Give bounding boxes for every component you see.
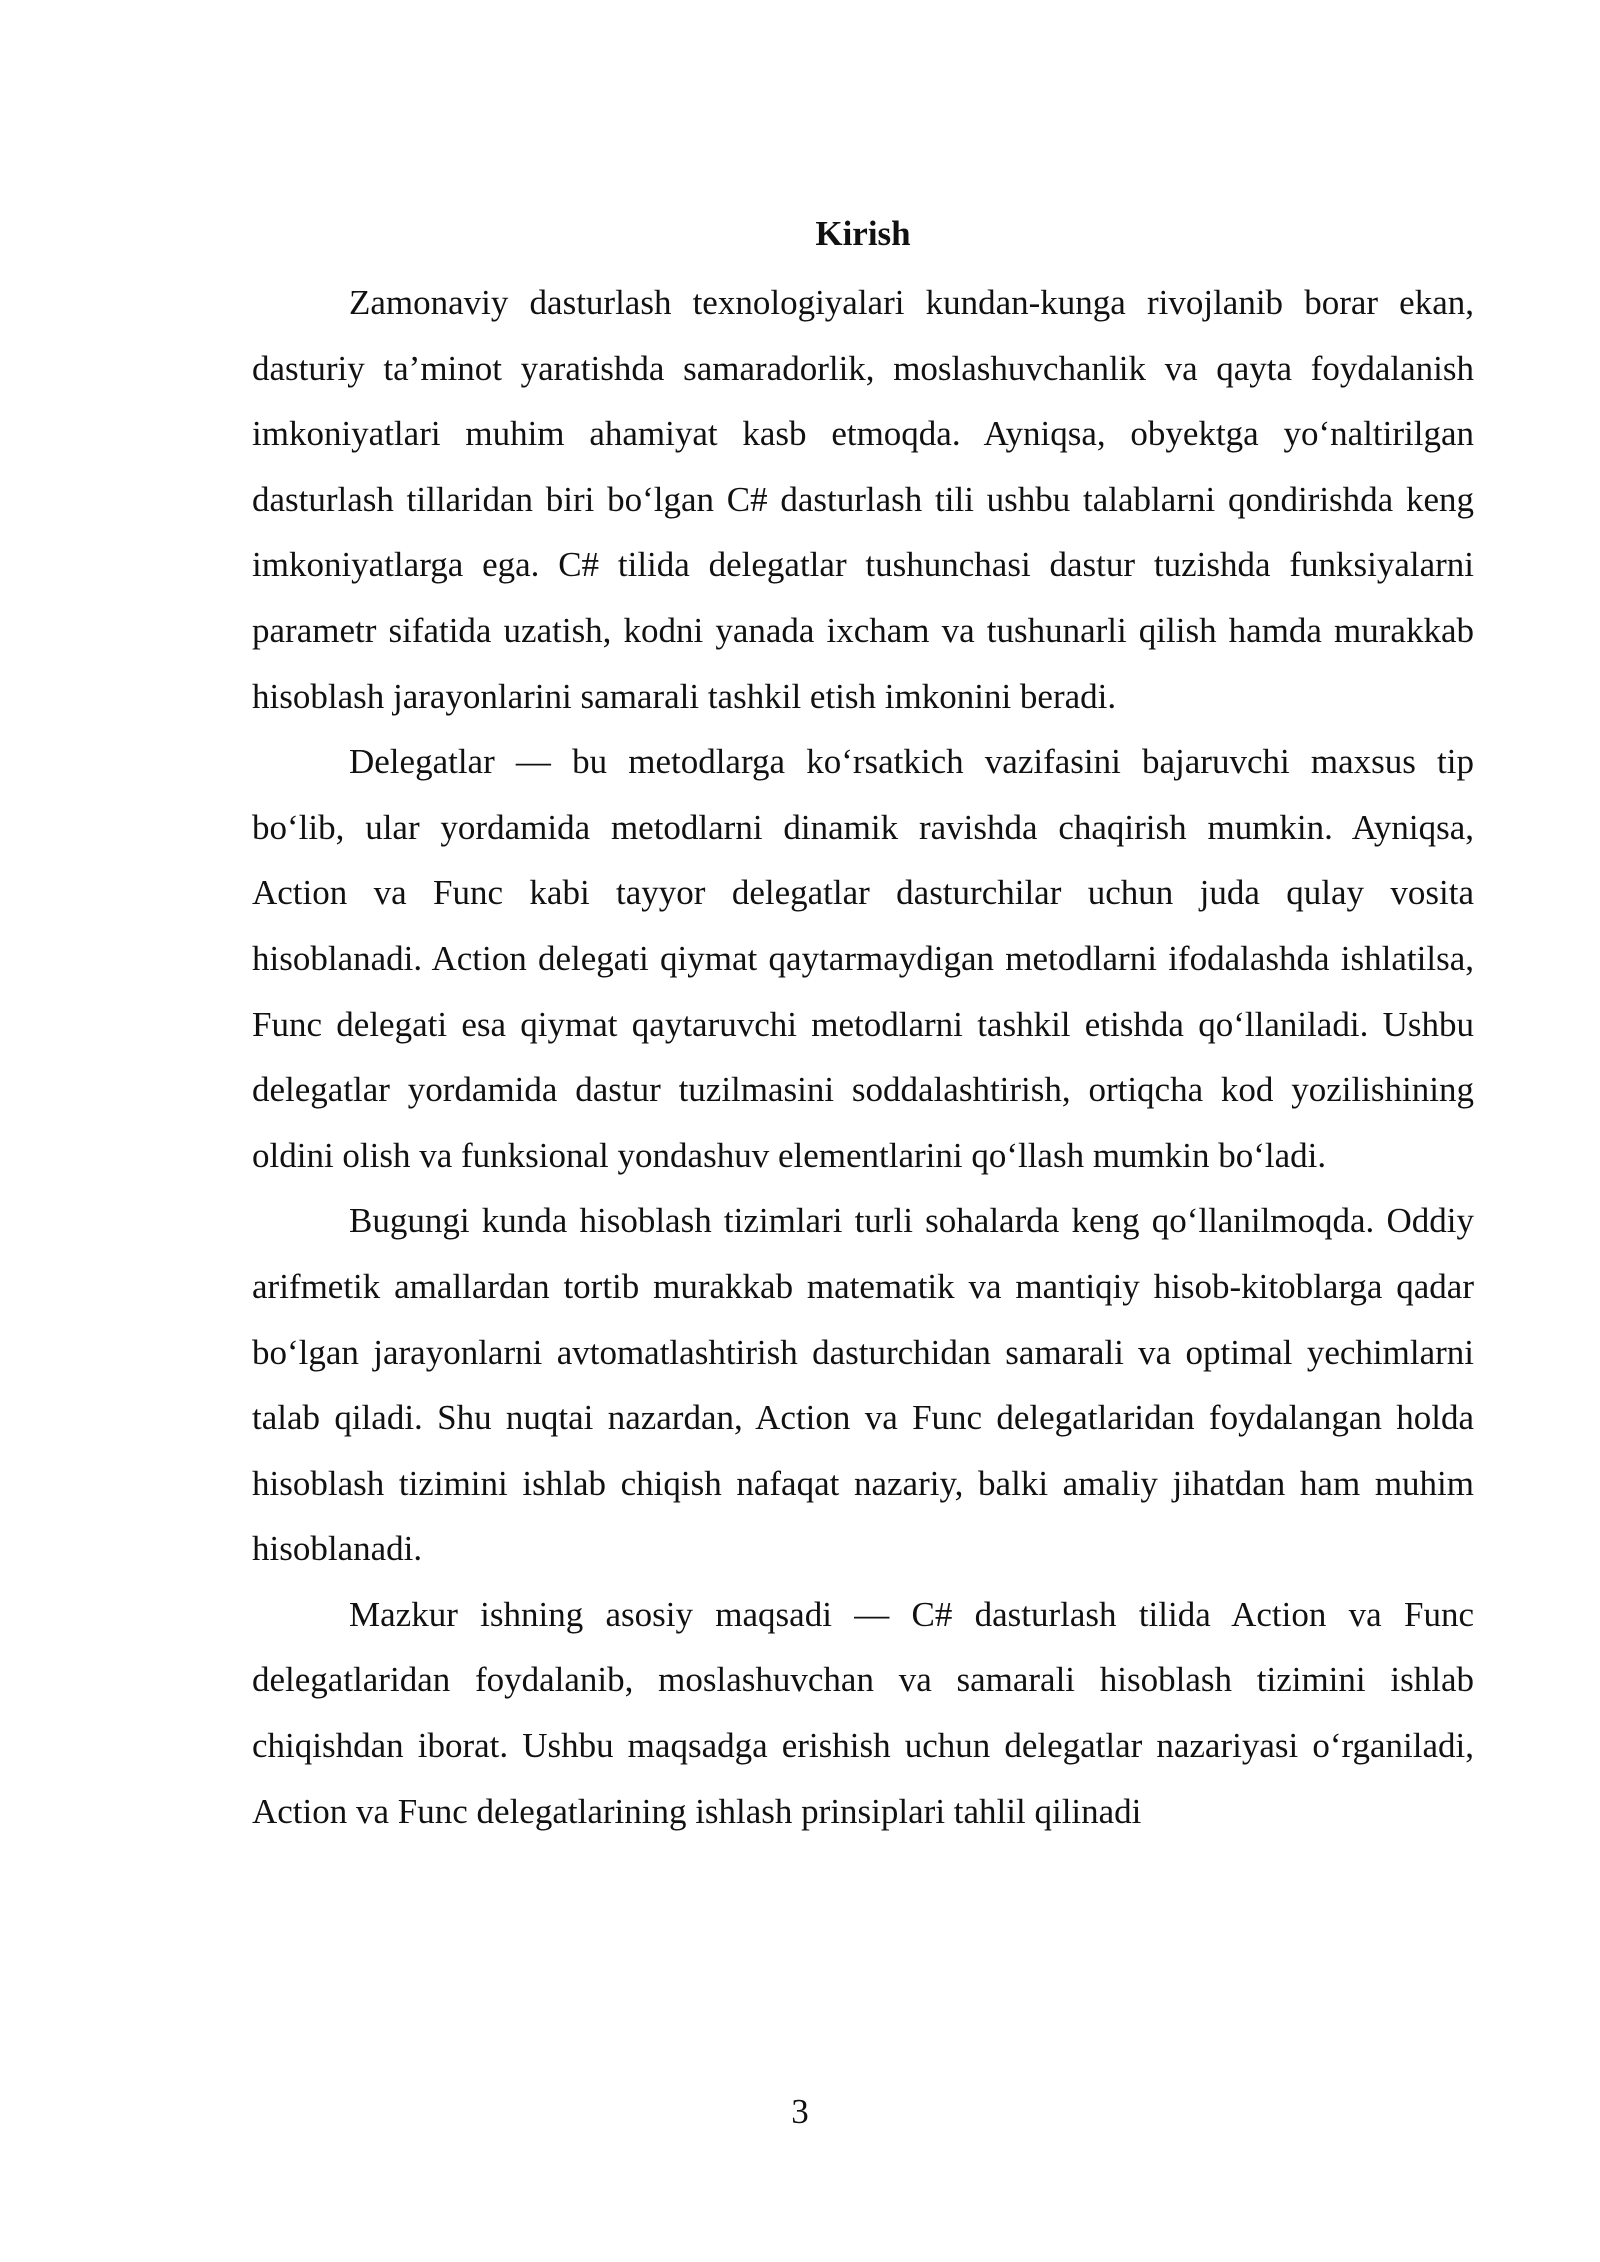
paragraph-2: Delegatlar — bu metodlarga ko‘rsatkich vazifasini bajaruvchi maxsus tip bo‘lib, ular yordamida metodlarni dinamik ravishda chaqirish mumkin. Ayniqsa, Action va Func kabi tayyor delegatlar dasturchilar uchun juda qulay vosita hisoblanadi. Action delegati qiymat qaytarmaydigan metodlarni ifodalashda ishlatilsa, Func delegati esa qiymat qaytaruvchi metodlarni tashkil etishda qo‘llaniladi. Ushbu delegatlar yordamida dastur tuzilmasini soddalashtirish, ortiqcha kod yozilishining oldini olish va funksional yondashuv elementlarini qo‘llash mumkin bo‘ladi. <box>252 742 1474 1175</box>
page-number: 3 <box>791 2092 809 2131</box>
page-body <box>252 206 1474 1844</box>
paragraph-4: Mazkur ishning asosiy maqsadi — C# dasturlash tilida Action va Func delegatlaridan foydalanib, moslashuvchan va samarali hisoblash tizimini ishlab chiqishdan iborat. Ushbu maqsadga erishish uchun delegatlar nazariyasi o‘rganiladi, Action va Func delegatlarining ishlash prinsiplari tahlil qilinadi <box>252 1594 1474 1831</box>
paragraph-1: Zamonaviy dasturlash texnologiyalari kundan-kunga rivojlanib borar ekan, dasturiy ta’minot yaratishda samaradorlik, moslashuvchanlik va qayta foydalanish imkoniyatlari muhim ahamiyat kasb etmoqda. Ayniqsa, obyektga yo‘naltirilgan dasturlash tillaridan biri bo‘lgan C# dasturlash tili ushbu talablarni qondirishda keng imkoniyatlarga ega. C# tilida delegatlar tushunchasi dastur tuzishda funksiyalarni parametr sifatida uzatish, kodni yanada ixcham va tushunarli qilish hamda murakkab hisoblash jarayonlarini samarali tashkil etish imkonini beradi. <box>252 283 1474 716</box>
paragraph-3: Bugungi kunda hisoblash tizimlari turli sohalarda keng qo‘llanilmoqda. Oddiy arifmetik amallardan tortib murakkab matematik va mantiqiy hisob-kitoblarga qadar bo‘lgan jarayonlarni avtomatlashtirish dasturchidan samarali va optimal yechimlarni talab qiladi. Shu nuqtai nazardan, Action va Func delegatlaridan foydalangan holda hisoblash tizimini ishlab chiqish nafaqat nazariy, balki amaliy jihatdan ham muhim hisoblanadi. <box>252 1201 1474 1569</box>
section-title: Kirish <box>815 214 911 253</box>
